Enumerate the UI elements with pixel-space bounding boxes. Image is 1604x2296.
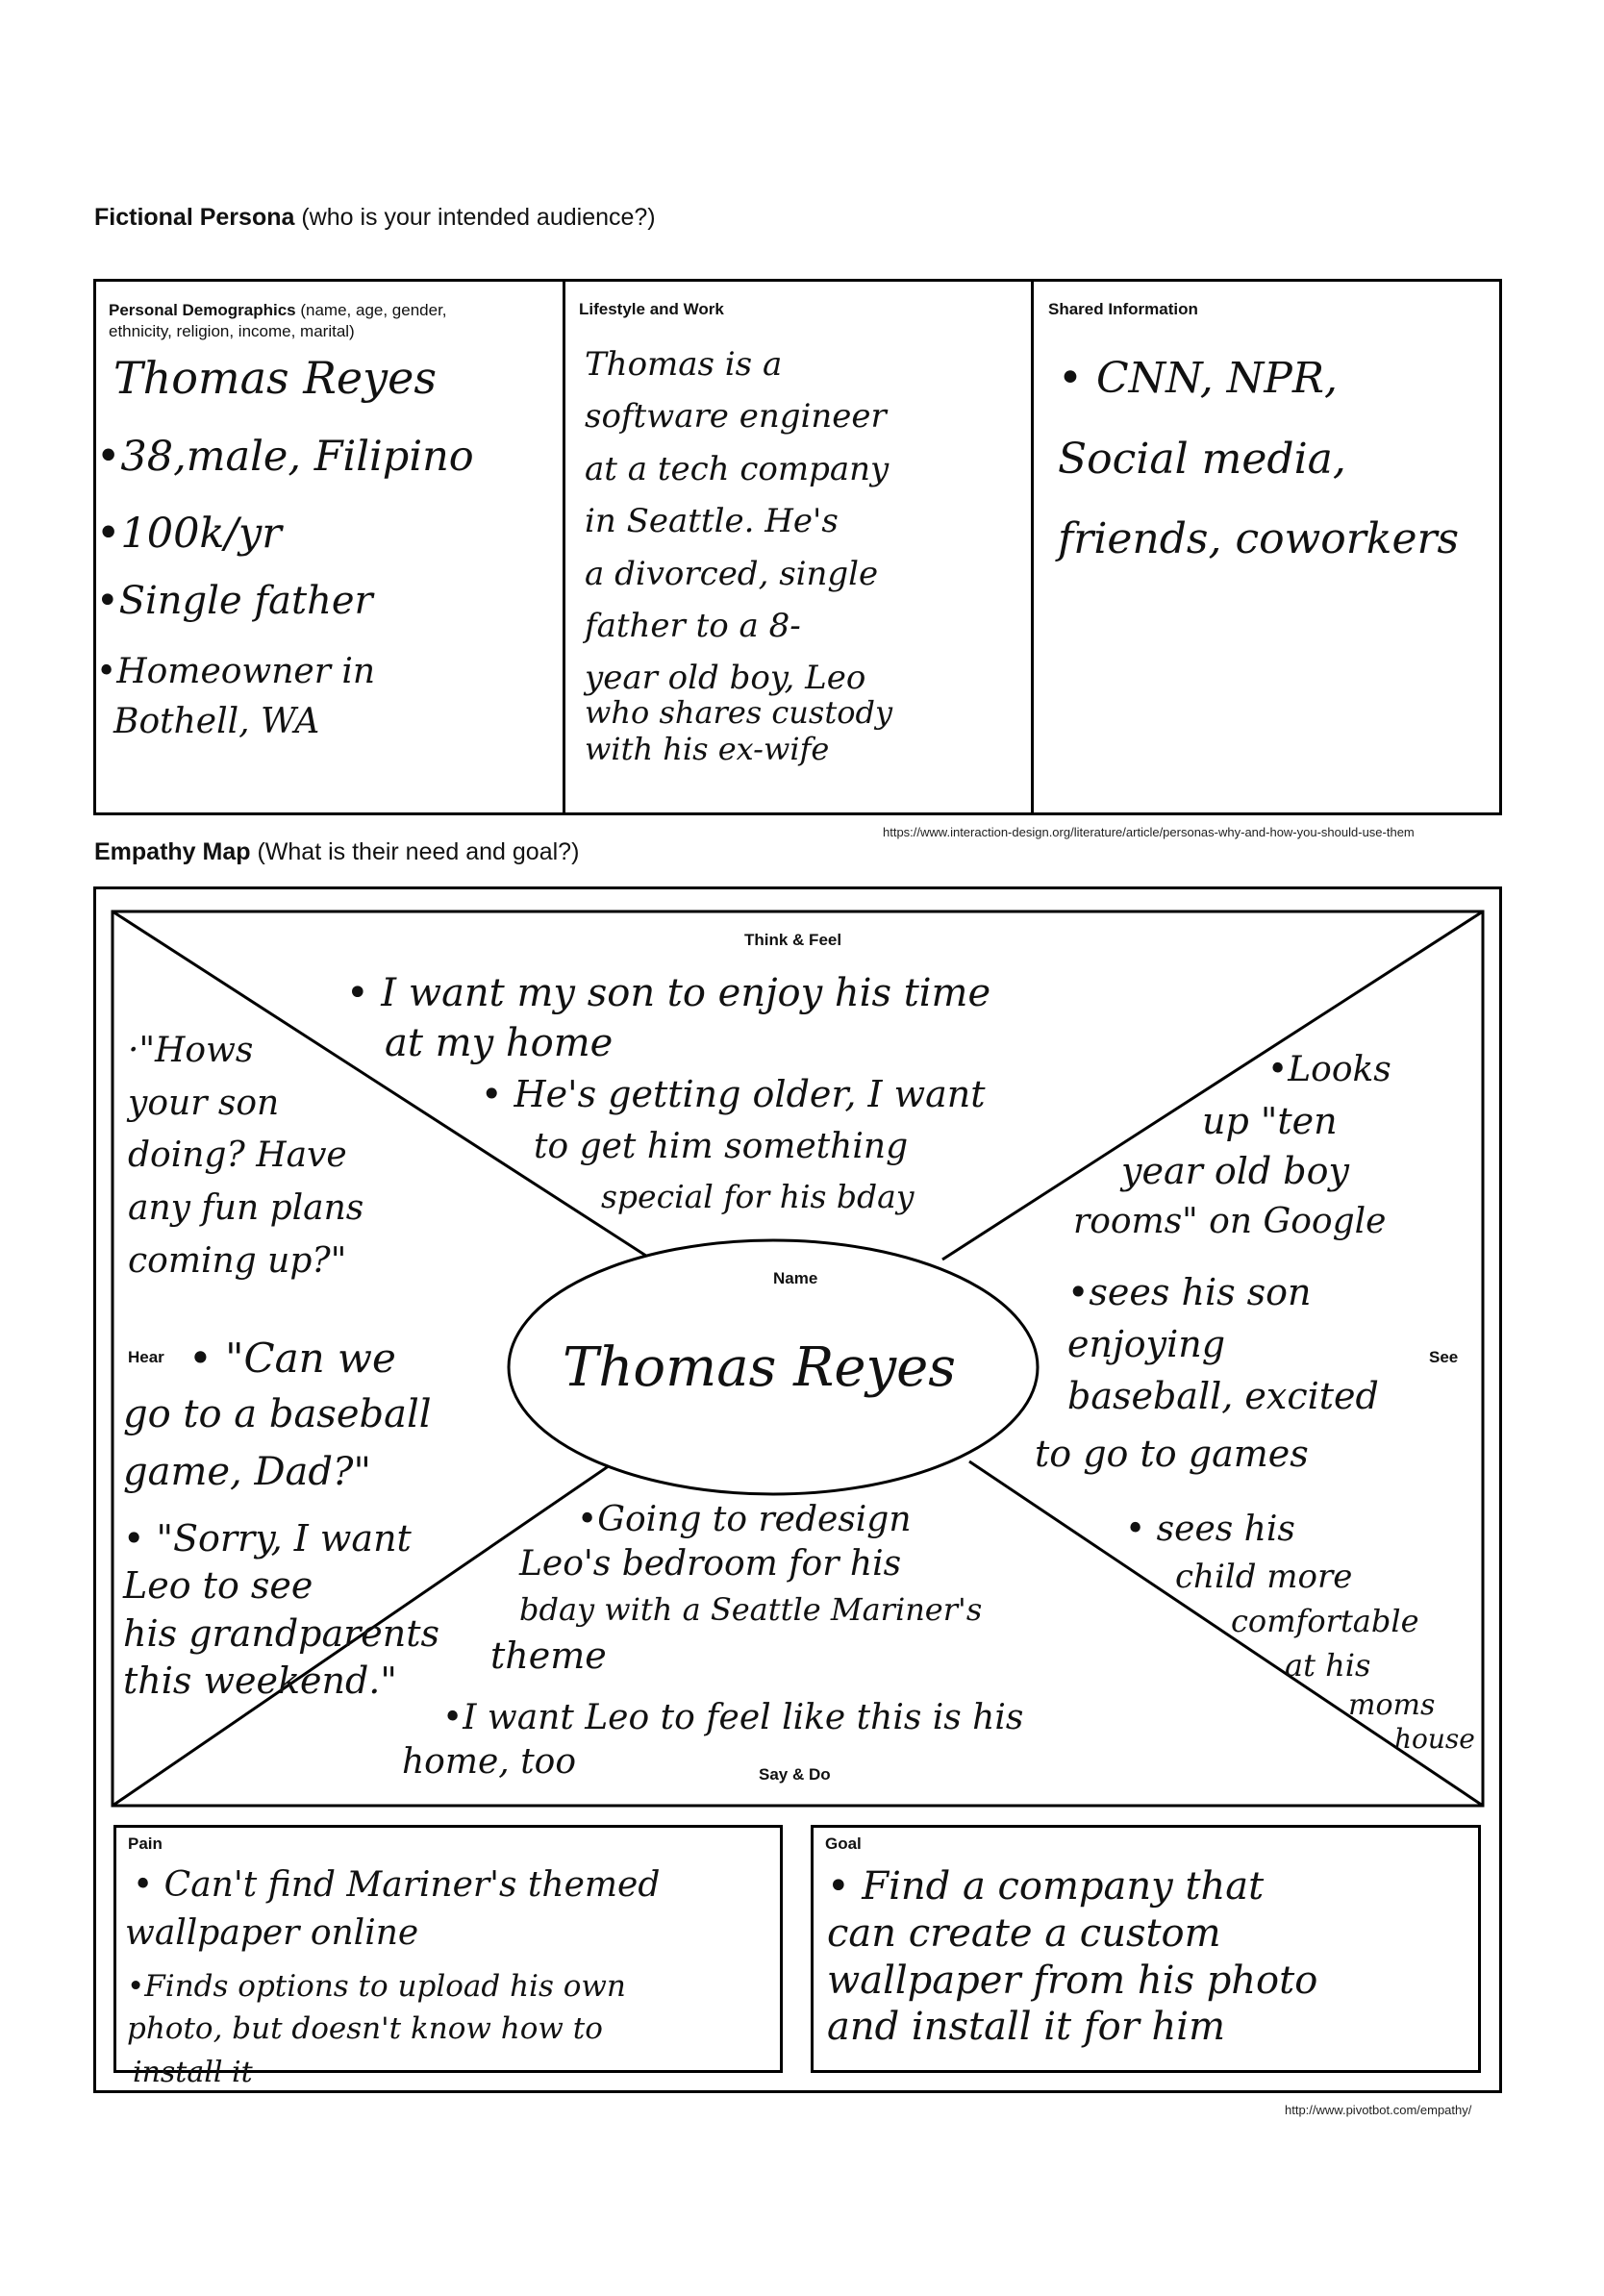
- empathy-title-sub: (What is their need and goal?): [257, 838, 580, 865]
- lifestyle-line: software engineer: [585, 397, 887, 437]
- see-line: at his: [1285, 1647, 1371, 1684]
- demographics-name: Thomas Reyes: [113, 352, 437, 404]
- think-feel-label: Think & Feel: [744, 931, 842, 949]
- see-line: year old boy: [1121, 1150, 1349, 1192]
- see-line: up "ten: [1202, 1100, 1338, 1142]
- lifestyle-line: father to a 8-: [585, 606, 801, 645]
- hear-line: any fun plans: [128, 1188, 364, 1229]
- pain-line: wallpaper online: [125, 1913, 419, 1953]
- say-do-line: home, too: [402, 1742, 577, 1782]
- say-do-line: •I want Leo to feel like this is his: [442, 1698, 1024, 1737]
- hear-line: game, Dad?": [123, 1450, 371, 1494]
- say-do-line: •Going to redesign: [577, 1500, 912, 1539]
- demographics-line: •100k/yr: [96, 510, 282, 558]
- lifestyle-line: year old boy, Leo: [585, 659, 866, 698]
- see-line: •sees his son: [1067, 1271, 1312, 1313]
- hear-label: Hear: [128, 1348, 164, 1366]
- say-do-line: bday with a Seattle Mariner's: [519, 1591, 983, 1628]
- see-line: • sees his: [1125, 1510, 1295, 1549]
- see-line: •Looks: [1267, 1050, 1391, 1089]
- see-line: enjoying: [1067, 1322, 1226, 1365]
- hear-line: coming up?": [128, 1240, 347, 1281]
- hear-block-1: [128, 1025, 363, 1288]
- lifestyle-line: at a tech company: [585, 449, 890, 488]
- persona-title-sub: (who is your intended audience?): [301, 204, 656, 231]
- think-feel-line: special for his bday: [601, 1178, 915, 1215]
- shared-line: friends, coworkers: [1058, 514, 1460, 564]
- hear-line: ·"Hows: [128, 1031, 254, 1070]
- demographics-label: Personal Demographics: [109, 301, 296, 319]
- hear-block-2: [123, 1515, 439, 1706]
- hear-line: doing? Have: [128, 1136, 347, 1176]
- pain-label: Pain: [128, 1834, 163, 1853]
- goal-line: • Find a company that: [827, 1864, 1265, 1909]
- hear-line: Leo to see: [123, 1564, 313, 1608]
- see-line: house: [1394, 1723, 1475, 1755]
- see-line: rooms" on Google: [1073, 1202, 1387, 1241]
- see-line: moms: [1348, 1688, 1436, 1722]
- say-do-line: theme: [490, 1635, 607, 1677]
- lifestyle-line: Thomas is a: [585, 345, 783, 384]
- lifestyle-line: with his ex-wife: [585, 731, 830, 768]
- say-do-label: Say & Do: [759, 1765, 831, 1784]
- empathy-source-url: http://www.pivotbot.com/empathy/: [1285, 2103, 1472, 2117]
- lifestyle-line: in Seattle. He's: [585, 502, 839, 541]
- see-line: comfortable: [1231, 1603, 1419, 1639]
- persona-source-url: https://www.interaction-design.org/literature/article/personas-why-and-how-you-should-use-them: [883, 825, 1415, 839]
- pain-line: photo, but doesn't know how to: [127, 2011, 603, 2046]
- goal-line: can create a custom: [827, 1910, 1221, 1956]
- pain-line: •Finds options to upload his own: [127, 1969, 626, 2004]
- shared-line: • CNN, NPR,: [1058, 354, 1338, 403]
- empathy-title: Empathy Map: [94, 838, 251, 865]
- say-do-line: Leo's bedroom for his: [519, 1544, 902, 1584]
- hear-line: • "Sorry, I want: [123, 1517, 412, 1560]
- lifestyle-line: a divorced, single: [585, 554, 879, 593]
- lifestyle-label: Lifestyle and Work: [579, 300, 724, 318]
- shared-label: Shared Information: [1048, 300, 1198, 318]
- think-feel-line: • I want my son to enjoy his time: [346, 971, 991, 1015]
- demographics-label-sub2: ethnicity, religion, income, marital): [109, 322, 355, 341]
- demographics-line: •38,male, Filipino: [96, 433, 474, 481]
- think-feel-line: to get him something: [534, 1127, 909, 1166]
- goal-line: and install it for him: [827, 2005, 1226, 2050]
- hear-line: his grandparents: [123, 1611, 440, 1655]
- hear-line: • "Can we: [188, 1335, 396, 1382]
- demographics-line: Bothell, WA: [113, 702, 320, 741]
- goal-text: [827, 1863, 1317, 2051]
- see-line: to go to games: [1035, 1433, 1309, 1475]
- hear-line: your son: [128, 1083, 280, 1123]
- see-line: child more: [1175, 1558, 1353, 1596]
- pain-line: install it: [133, 2056, 253, 2089]
- see-label: See: [1429, 1348, 1459, 1366]
- demographics-line: •Homeowner in: [96, 652, 376, 691]
- shared-line: Social media,: [1058, 434, 1346, 484]
- name-value: Thomas Reyes: [563, 1336, 956, 1399]
- demographics-line: •Single father: [96, 579, 373, 623]
- persona-title: Fictional Persona: [94, 204, 295, 231]
- lifestyle-line: who shares custody: [585, 694, 893, 731]
- pain-line: • Can't find Mariner's themed: [133, 1865, 661, 1905]
- goal-line: wallpaper from his photo: [827, 1958, 1318, 2003]
- hear-line: this weekend.": [123, 1660, 397, 1703]
- demographics-label-sub: (name, age, gender,: [300, 301, 447, 319]
- name-label: Name: [773, 1269, 818, 1287]
- goal-label: Goal: [825, 1834, 862, 1853]
- see-line: baseball, excited: [1067, 1374, 1379, 1417]
- hear-line: go to a baseball: [123, 1392, 432, 1436]
- think-feel-line: • He's getting older, I want: [481, 1073, 986, 1115]
- see-block-mid: [1067, 1267, 1379, 1423]
- think-feel-line: at my home: [385, 1021, 614, 1065]
